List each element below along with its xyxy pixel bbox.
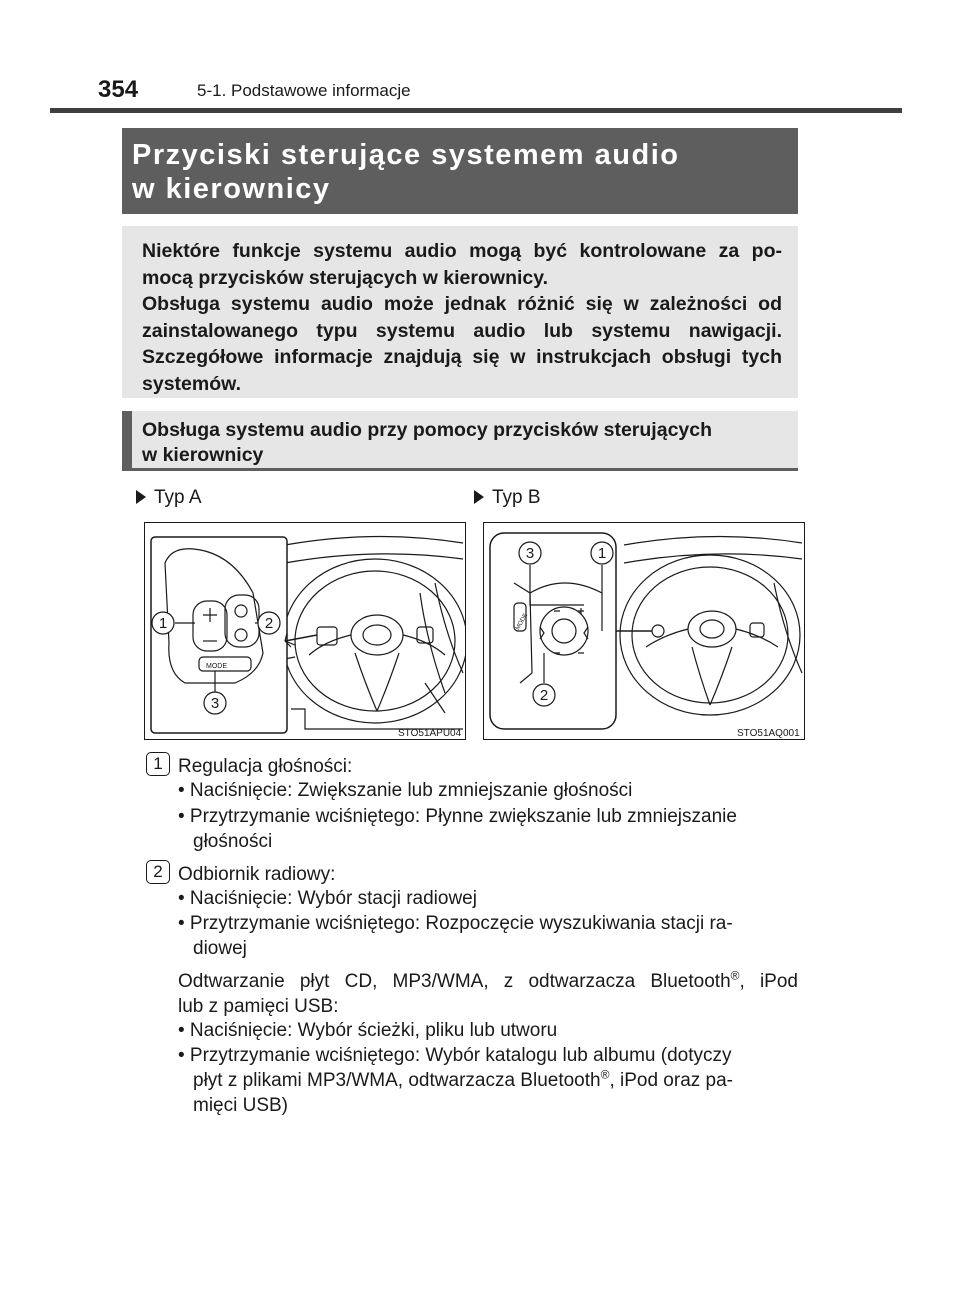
playback-paragraph-line2: lub z pamięci USB:: [178, 996, 339, 1017]
triangle-bullet-icon: [136, 490, 146, 504]
item-1-title: Regulacja głośności:: [178, 756, 353, 777]
intro-line: Szczegółowe informacje znajdują się w instrukcjach obsługi tych: [142, 346, 782, 368]
playback-bullet: • Naciśnięcie: Wybór ścieżki, pliku lub utworu: [178, 1020, 558, 1041]
figure-type-b: [483, 522, 805, 740]
type-a-label: Typ A: [136, 487, 202, 509]
subheading: [142, 418, 712, 468]
callout-1-b: 1: [597, 545, 607, 562]
mode-button-label: MODE: [515, 612, 530, 632]
playback-bullet-cont: płyt z plikami MP3/WMA, odtwarzacza Bluetooth®, iPod oraz pa-: [193, 1067, 734, 1091]
subheading-bar: [122, 411, 132, 470]
intro-line: systemów.: [142, 372, 241, 395]
item-2-bullet-cont: diowej: [193, 938, 247, 959]
callout-2-a: 2: [264, 615, 274, 632]
subheading-line2: w kierownicy: [142, 444, 264, 466]
header-divider: [50, 108, 902, 113]
page-title-line2: w kierownicy: [132, 173, 331, 205]
playback-bullet-cont: mięci USB): [193, 1095, 289, 1116]
callout-1-a: 1: [158, 615, 168, 632]
item-1-bullet-cont: głośności: [193, 831, 273, 852]
figure-code-a: STO51APU04: [398, 728, 462, 739]
triangle-bullet-icon: [474, 490, 484, 504]
item-1-bullet: • Naciśnięcie: Zwiększanie lub zmniejszanie głośności: [178, 780, 633, 801]
intro-text: [142, 238, 782, 397]
section-label: 5-1. Podstawowe informacje: [197, 81, 411, 100]
figure-type-a: [144, 522, 466, 740]
subheading-line1: Obsługa systemu audio przy pomocy przycisków sterujących: [142, 419, 713, 441]
item-1-bullet: • Przytrzymanie wciśniętego: Płynne zwiększanie lub zmniejszanie: [178, 806, 737, 827]
item-2-title: Odbiornik radiowy:: [178, 864, 336, 885]
playback-bullet: • Przytrzymanie wciśniętego: Wybór katalogu lub albumu (dotyczy: [178, 1045, 732, 1066]
subheading-underline: [122, 468, 798, 471]
type-b-label: Typ B: [474, 487, 541, 509]
figure-code-b: STO51AQ001: [737, 728, 800, 739]
steering-wheel-illustration-a: [145, 523, 465, 739]
playback-paragraph: Odtwarzanie płyt CD, MP3/WMA, z odtwarzacza Bluetooth®, iPod: [178, 968, 798, 992]
intro-line: zainstalowanego typu systemu audio lub systemu nawigacji.: [142, 319, 782, 342]
item-number-2: 2: [146, 860, 170, 884]
item-number-1: 1: [146, 752, 170, 776]
page-number: 354: [98, 76, 139, 103]
callout-3-b: 3: [525, 545, 535, 562]
callout-2-b: 2: [539, 687, 549, 704]
intro-line: mocą przycisków sterujących w kierownicy.: [142, 266, 549, 289]
page-title: [132, 138, 679, 206]
mode-button-label: MODE: [206, 663, 227, 670]
item-2-bullet: • Naciśnięcie: Wybór stacji radiowej: [178, 888, 477, 909]
callout-3-a: 3: [210, 695, 220, 712]
item-2-bullet: • Przytrzymanie wciśniętego: Rozpoczęcie wyszukiwania stacji ra-: [178, 913, 733, 934]
intro-line: Obsługa systemu audio może jednak różnić się w zależności od: [142, 293, 782, 315]
page-title-line1: Przyciski sterujące systemem audio: [132, 139, 680, 171]
steering-wheel-illustration-b: [484, 523, 804, 739]
intro-line: Niektóre funkcje systemu audio mogą być kontrolowane za po-: [142, 240, 782, 262]
